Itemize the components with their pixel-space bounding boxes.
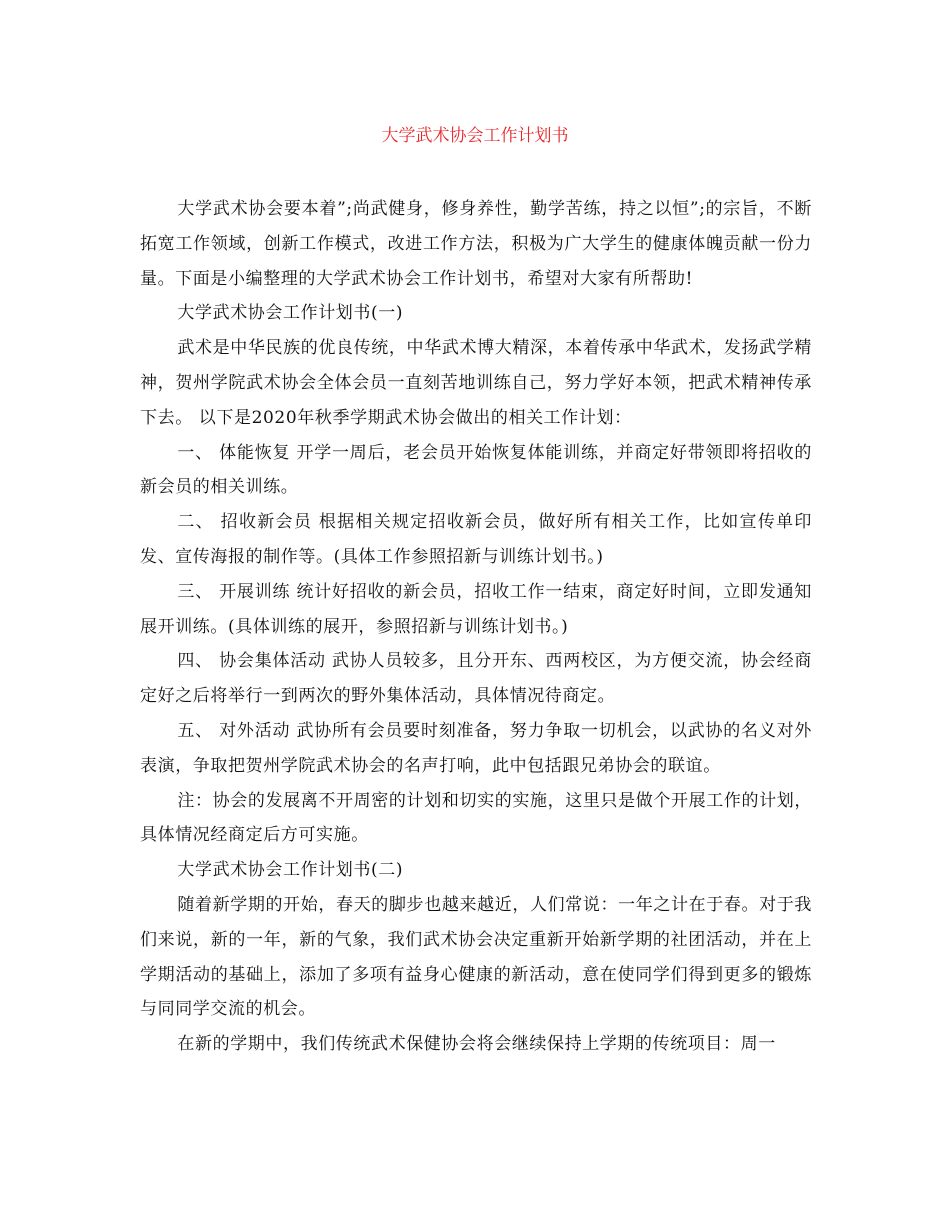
section-two-paragraph: 随着新学期的开始，春天的脚步也越来越近，人们常说：一年之计在于春。对于我们来说，新的一年，新的气象，我们武术协会决定重新开始新学期的社团活动，并在上学期活动的基础上，添加了多项有益身心健康的新活动，意在使同学们得到更多的锻炼与同同学交流的机会。 xyxy=(140,894,812,1020)
intro-paragraph: 大学武术协会要本着”;尚武健身，修身养性，勤学苦练，持之以恒”;的宗旨，不断拓宽工作领域，创新工作模式，改进工作方法，积极为广大学生的健康体魄贡献一份力量。下面是小编整理的大学武术协会工作计划书，希望对大家有所帮助! xyxy=(140,199,812,289)
plan-item-5: 五、 对外活动 武协所有会员要时刻准备，努力争取一切机会，以武协的名义对外表演，争取把贺州学院武术协会的名声打响，此中包括跟兄弟协会的联谊。 xyxy=(140,720,812,776)
plan-item-2: 二、 招收新会员 根据相关规定招收新会员，做好所有相关工作，比如宣传单印发、宣传海报的制作等。(具体工作参照招新与训练计划书。) xyxy=(140,512,812,567)
plan-item-4: 四、 协会集体活动 武协人员较多，且分开东、西两校区，为方便交流，协会经商定好之后将举行一到两次的野外集体活动，具体情况待商定。 xyxy=(140,651,812,707)
note-paragraph: 注：协会的发展离不开周密的计划和切实的实施，这里只是做个开展工作的计划，具体情况经商定后方可实施。 xyxy=(140,790,812,846)
section-heading-one: 大学武术协会工作计划书(一) xyxy=(177,303,404,324)
section-one-paragraph: 武术是中华民族的优良传统，中华武术博大精深，本着传承中华武术，发扬武学精神，贺州学院武术协会全体会员一直刻苦地训练自己，努力学好本领，把武术精神传承下去。 以下是2020年秋季学期武术协会做出的相关工作计划： xyxy=(140,338,812,428)
document-title: 大学武术协会工作计划书 xyxy=(381,126,569,146)
document-body xyxy=(140,192,812,1062)
plan-item-3: 三、 开展训练 统计好招收的新会员，招收工作一结束，商定好时间，立即发通知展开训练。(具体训练的展开，参照招新与训练计划书。) xyxy=(140,581,812,637)
section-heading-two: 大学武术协会工作计划书(二) xyxy=(177,860,404,881)
plan-item-1: 一、 体能恢复 开学一周后，老会员开始恢复体能训练，并商定好带领即将招收的新会员的相关训练。 xyxy=(140,442,812,498)
section-two-continued: 在新的学期中，我们传统武术保健协会将会继续保持上学期的传统项目：周一 xyxy=(177,1034,776,1055)
